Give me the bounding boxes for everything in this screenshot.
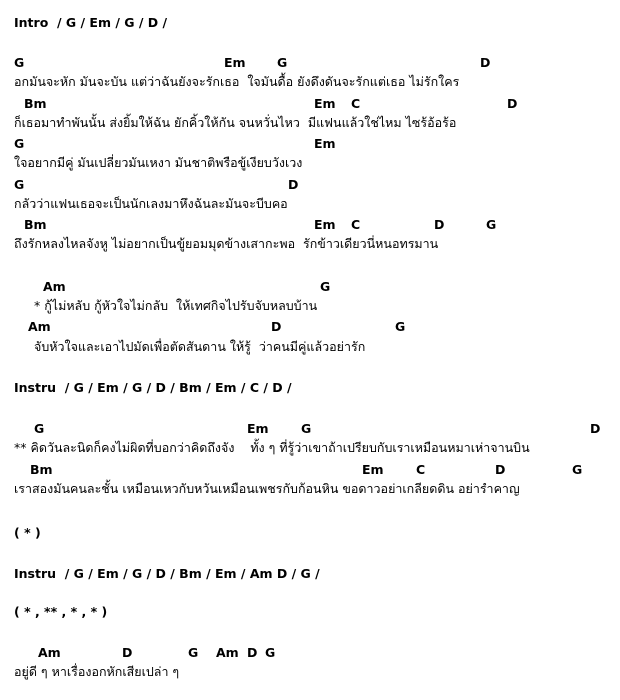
lyric-line: ก็เธอมาทำพันนั้น ส่งยิ้มให้ฉัน ยักคิ้วให้กัน จนหวั่นไหว มีแฟนแล้วใช่ไหม ไซร้อ้อร้อ: [14, 115, 457, 130]
chord-symbol: Am: [43, 279, 66, 294]
chord-symbol: G: [395, 319, 406, 334]
chord-symbol: D: [590, 421, 601, 436]
chord-symbol: D: [247, 645, 258, 660]
chord-symbol: D: [271, 319, 282, 334]
lyric-line: ** คิดวันละนิดก็คงไม่ผิดที่บอกว่าคิดถึงจัง ทั้ง ๆ ที่รู้ว่าเขาถ้าเปรียบกับเราเหมือนหมาเห่าจานบิน: [14, 440, 530, 455]
chord-symbol: D: [480, 55, 491, 70]
chord-symbol: Bm: [24, 96, 47, 111]
chord-symbol: G: [301, 421, 312, 436]
chord-symbol: D: [122, 645, 133, 660]
chord-symbol: C: [351, 96, 361, 111]
lyric-line: ใจอยากมีคู่ มันเปลี่ยวมันเหงา มันชาติพรือขู้เงียบวังเวง: [14, 155, 303, 170]
lyric-line: เราสองมันคนละชั้น เหมือนเหวกับหวันเหมือนเพชรกับก้อนหิน ขอดาวอย่าเกลียดดิน อย่ารำคาญ: [14, 481, 520, 496]
chord-symbol: G: [14, 136, 25, 151]
lyric-line: กลัวว่าแฟนเธอจะเป็นนักเลงมาหึงฉันละมันจะบีบคอ: [14, 196, 288, 211]
chord-symbol: G: [320, 279, 331, 294]
section-label: ( * , ** , * , * ): [14, 604, 108, 619]
chord-symbol: G: [14, 55, 25, 70]
lyric-line: ถึงรักหลงไหลจังหู ไม่อยากเป็นขู้ยอมมุดข้างเสากะพอ รักข้าวเดียวนี่หนอทรมาน: [14, 236, 439, 251]
chord-symbol: G: [572, 462, 583, 477]
chord-symbol: Am: [28, 319, 51, 334]
chord-symbol: D: [434, 217, 445, 232]
lyric-line: จับหัวใจและเอาไปมัดเพื่อตัดสันดาน ให้รู้ ว่าคนมีคู่แล้วอย่ารัก: [34, 339, 366, 354]
chord-symbol: G: [34, 421, 45, 436]
chord-symbol: G: [277, 55, 288, 70]
chord-symbol: G: [265, 645, 276, 660]
chord-symbol: C: [416, 462, 426, 477]
chord-symbol: Bm: [24, 217, 47, 232]
section-label: Intro / G / Em / G / D /: [14, 15, 168, 30]
chord-symbol: D: [495, 462, 506, 477]
chord-symbol: Am: [216, 645, 239, 660]
section-label: Instru / G / Em / G / D / Bm / Em / C / D /: [14, 380, 292, 395]
chord-symbol: G: [188, 645, 199, 660]
chord-symbol: Em: [314, 136, 336, 151]
chord-symbol: D: [507, 96, 518, 111]
chord-symbol: Em: [224, 55, 246, 70]
chord-symbol: G: [14, 177, 25, 192]
chord-symbol: D: [288, 177, 299, 192]
chord-symbol: Bm: [30, 462, 53, 477]
lyric-line: อกมันจะหัก มันจะบัน แต่ว่าฉันยังจะรักเธอ ใจมันดื้อ ยังดึงดันจะรักแต่เธอ ไม่รักใคร: [14, 74, 460, 89]
chord-symbol: Em: [362, 462, 384, 477]
lyric-line: * กู้ไม่หลับ กู้หัวใจไม่กลับ ให้เทศกิจไปรับจับหลบบ้าน: [34, 298, 318, 313]
chord-symbol: Em: [247, 421, 269, 436]
chord-symbol: Am: [38, 645, 61, 660]
section-label: Instru / G / Em / G / D / Bm / Em / Am D / G /: [14, 566, 320, 581]
lyric-line: อยู่ดี ๆ หาเรื่องอกหักเสียเปล่า ๆ: [14, 664, 180, 679]
chord-symbol: Em: [314, 217, 336, 232]
section-label: ( * ): [14, 525, 41, 540]
chord-symbol: C: [351, 217, 361, 232]
chord-symbol: Em: [314, 96, 336, 111]
chord-symbol: G: [486, 217, 497, 232]
